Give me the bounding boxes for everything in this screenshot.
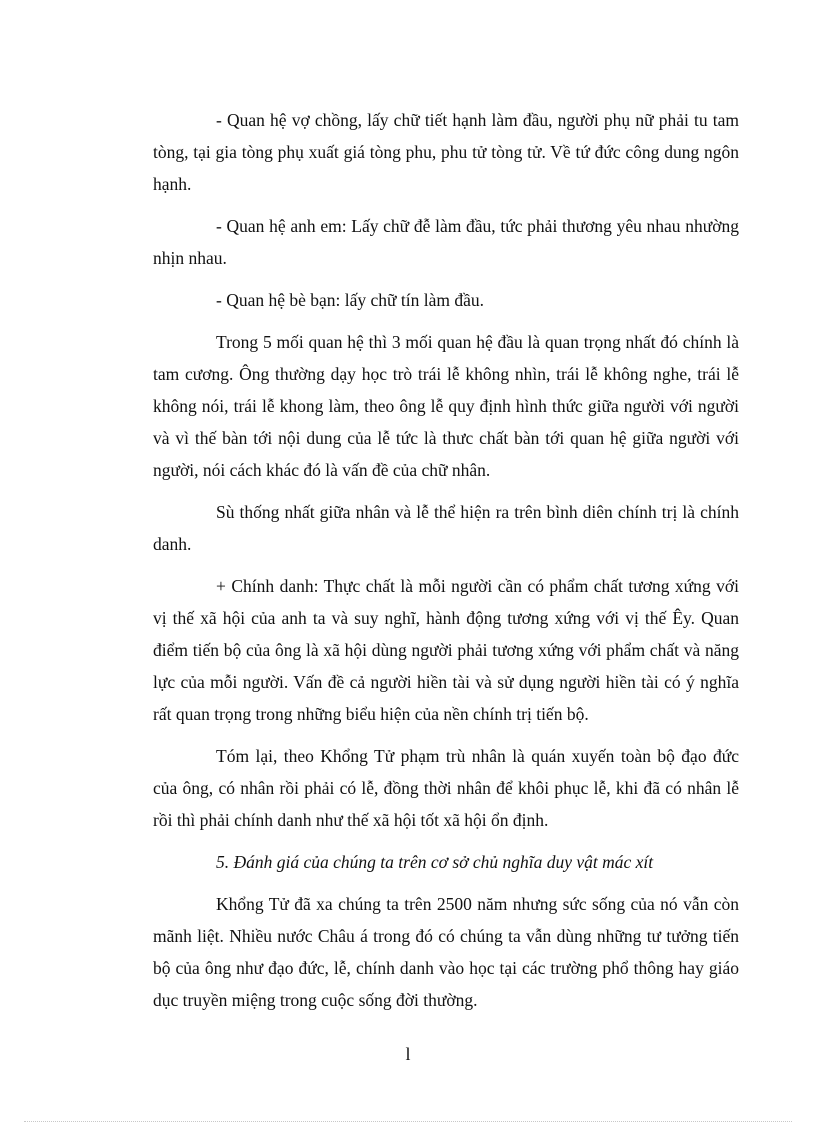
- paragraph-chinh-danh: + Chính danh: Thực chất là mỗi người cần có phẩm chất tương xứng với vị thế xã hội của anh ta và suy nghĩ, hành động tương xứng với vị thế Êy. Quan điểm tiến bộ của ông là xã hội dùng người phải tương xứng với phẩm chất và năng lực của mỗi người. Vấn đề cả người hiền tài và sử dụng người hiền tài có ý nghĩa rất quan trọng trong những biểu hiện của nền chính trị tiến bộ.: [153, 576, 739, 724]
- paragraph-summary: Tóm lại, theo Khổng Tử phạm trù nhân là quán xuyến toàn bộ đạo đức của ông, có nhân rồi phải có lễ, đồng thời nhân để khôi phục lễ, khi đã có nhân lễ rồi thì phải chính danh như thế xã hội tốt xã hội ổn định.: [153, 746, 739, 830]
- paragraph-siblings: - Quan hệ anh em: Lấy chữ đễ làm đầu, tức phải thương yêu nhau nhường nhịn nhau.: [153, 216, 739, 268]
- paragraph-husband-wife: - Quan hệ vợ chồng, lấy chữ tiết hạnh làm đầu, người phụ nữ phải tu tam tòng, tại gia tòng phụ xuất giá tòng phu, phu tử tòng tử. Về tứ đức công dung ngôn hạnh.: [153, 110, 739, 194]
- page-bottom-divider: [24, 1121, 792, 1122]
- section-heading: 5. Đánh giá của chúng ta trên cơ sở chủ nghĩa duy vật mác xít: [216, 852, 654, 872]
- paragraph-friends: - Quan hệ bè bạn: lấy chữ tín làm đầu.: [216, 290, 485, 310]
- paragraph-closing: Khổng Tử đã xa chúng ta trên 2500 năm nhưng sức sống của nó vẫn còn mãnh liệt. Nhiều nước Châu á trong đó có chúng ta vẫn dùng những tư tưởng tiến bộ của ông như đạo đức, lễ, chính danh vào học tại các trường phổ thông hay giáo dục truyền miệng trong cuộc sống đời thường.: [153, 894, 739, 1010]
- paragraph-unity: Sù thống nhất giữa nhân và lễ thể hiện ra trên bình diên chính trị là chính danh.: [153, 502, 739, 554]
- paragraph-five-relations: Trong 5 mối quan hệ thì 3 mối quan hệ đầu là quan trọng nhất đó chính là tam cương. Ông thường dạy học trò trái lễ không nhìn, trái lễ không nghe, trái lễ không nói, trái lễ khong làm, theo ông lễ quy định hình thức giữa người với người và vì thế bàn tới nội dung của lễ tức là thưc chất bàn tới quan hệ giữa người với người, nói cách khác đó là vấn đề của chữ nhân.: [153, 332, 739, 480]
- document-body: [153, 104, 739, 1026]
- page-number: l: [405, 1044, 411, 1064]
